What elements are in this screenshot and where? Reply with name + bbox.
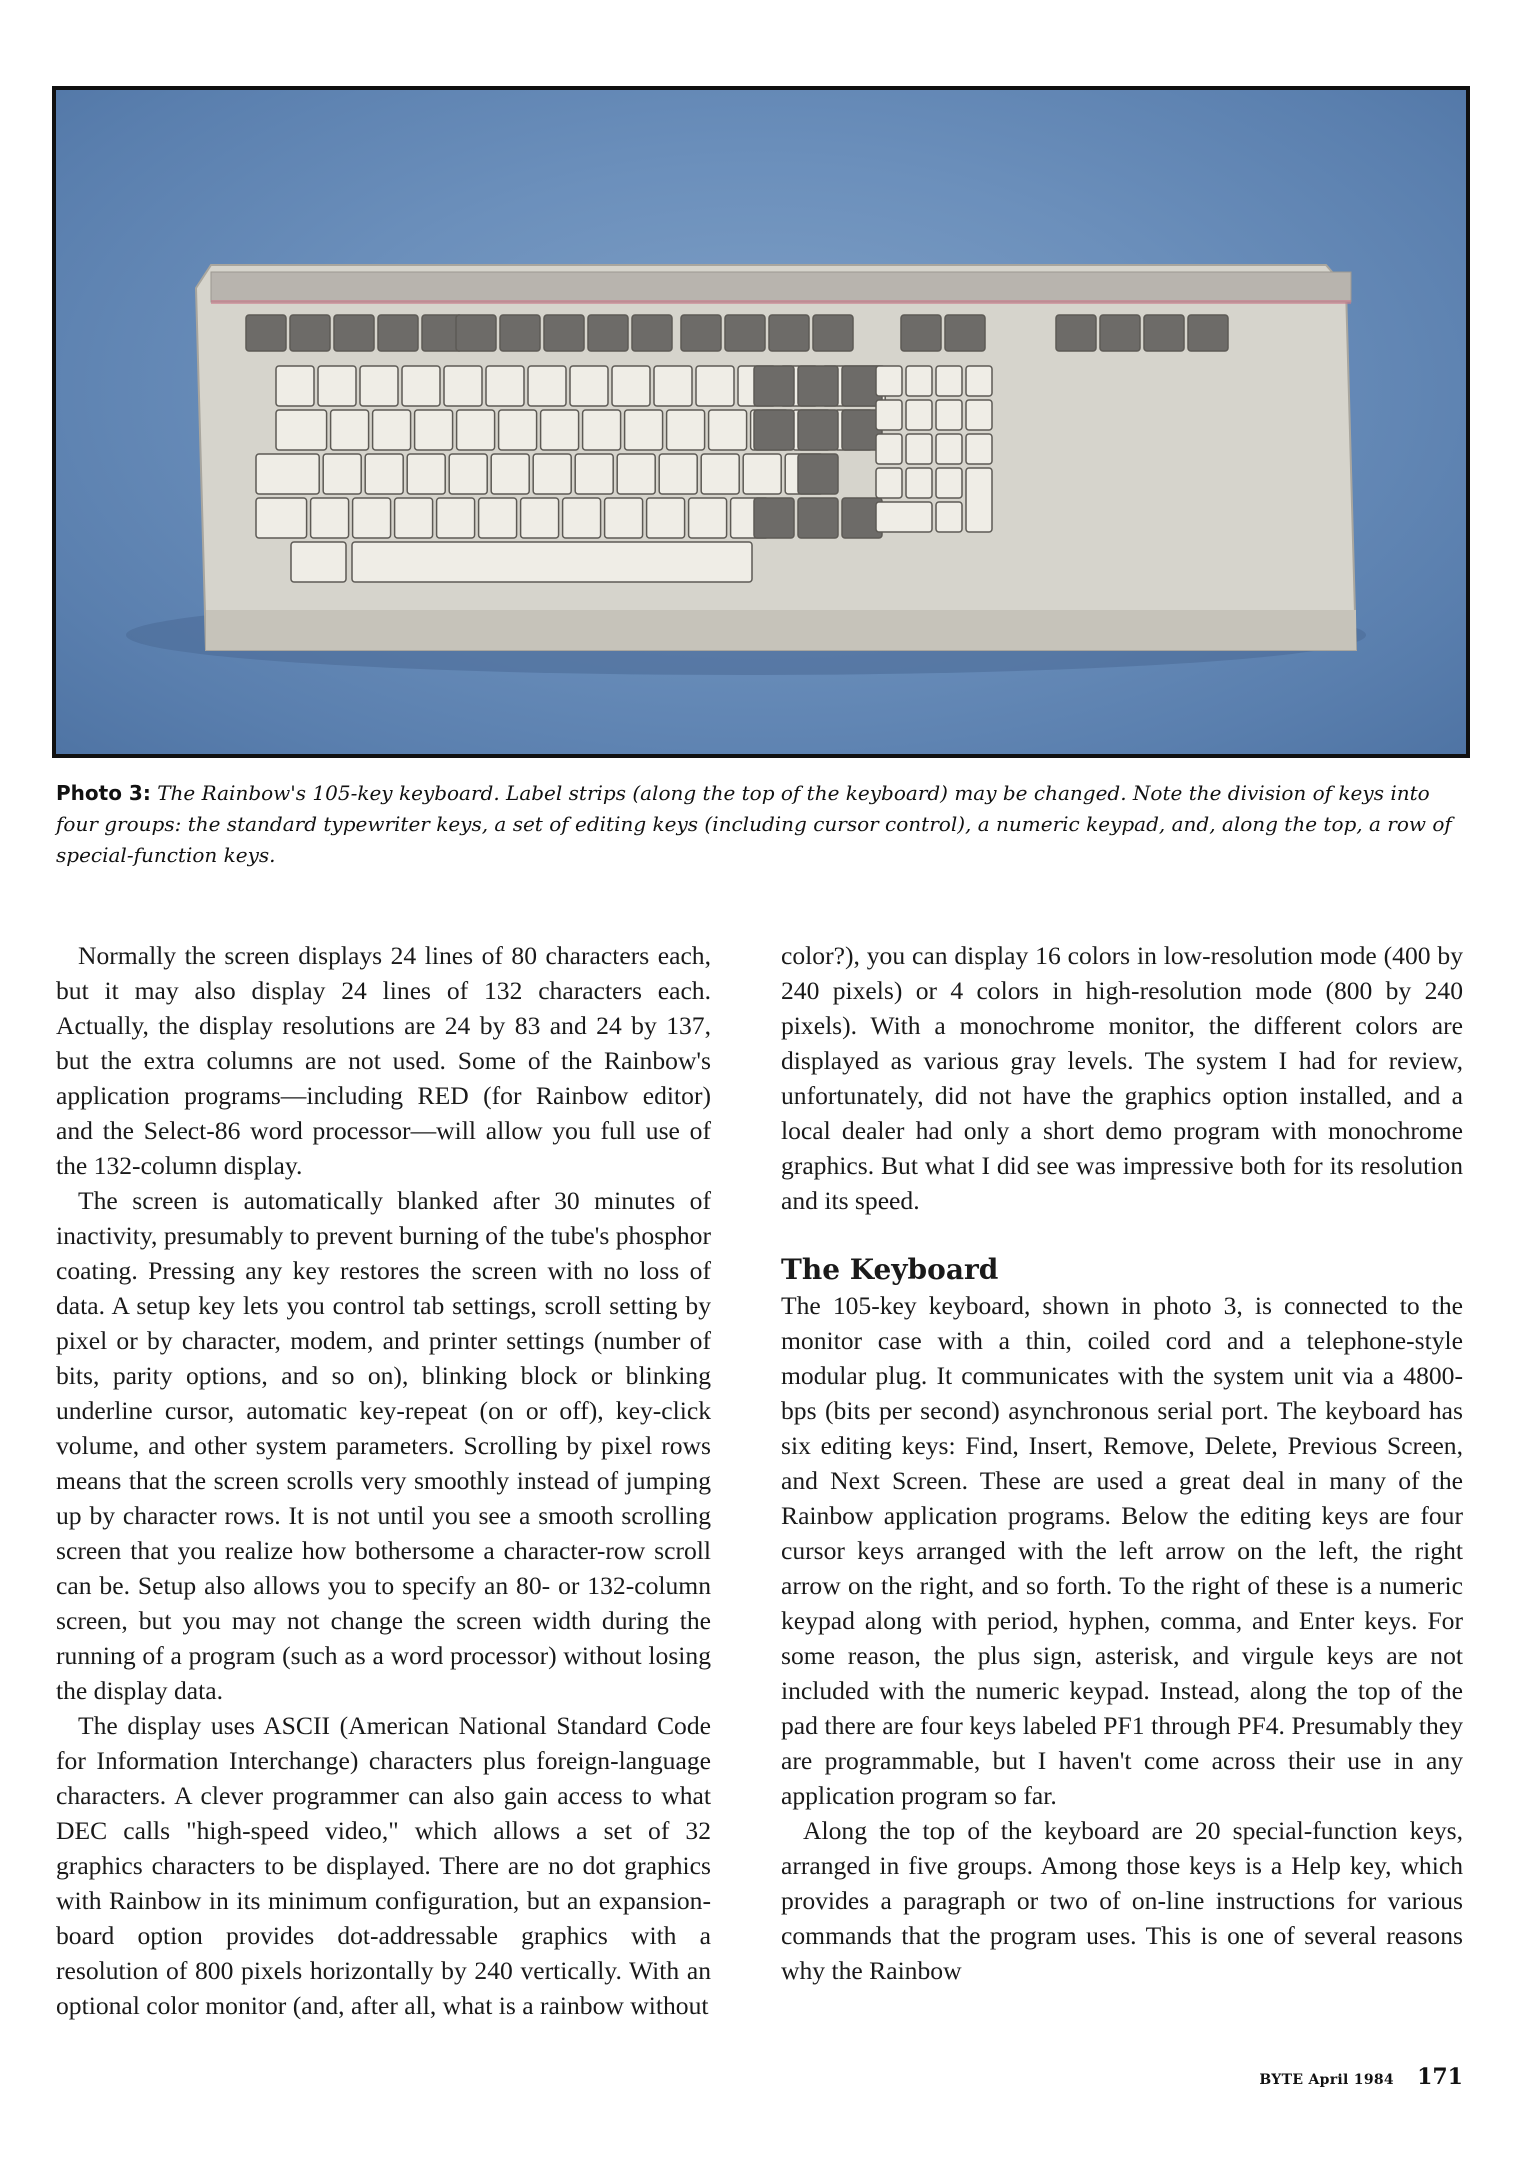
typewriter-key <box>647 498 685 538</box>
paragraph: Along the top of the keyboard are 20 special-function keys, arranged in five groups. Among those keys is a Help key, which provides a paragraph or two of on-line instructions for various commands that the program uses. This is one of several reasons why the Rainbow <box>781 1816 1463 1985</box>
typewriter-key <box>360 366 398 406</box>
keypad-key <box>936 502 962 532</box>
function-key <box>1188 315 1228 351</box>
function-key <box>456 315 496 351</box>
typewriter-key <box>311 498 349 538</box>
typewriter-key <box>625 410 663 450</box>
typewriter-key <box>323 454 361 494</box>
function-key <box>378 315 418 351</box>
typewriter-key <box>256 498 307 538</box>
typewriter-key <box>605 498 643 538</box>
keypad-key <box>936 468 962 498</box>
page-footer <box>1259 2064 1463 2090</box>
page-number: 171 <box>1417 2064 1463 2090</box>
keypad-key <box>936 434 962 464</box>
keypad-key <box>906 468 932 498</box>
typewriter-key <box>353 498 391 538</box>
keypad-key <box>876 434 902 464</box>
keyboard-illustration <box>56 90 1466 754</box>
issue-label: BYTE April 1984 <box>1259 2072 1394 2088</box>
editing-key <box>754 366 794 406</box>
caption-text: The Rainbow's 105-key keyboard. Label strips (along the top of the keyboard) may be changed. Note the division of keys into four groups: the standard typewriter keys, a set of editing keys (including cursor control), a numeric keypad, and, along the top, a row of special-function keys. <box>56 781 1452 867</box>
function-key <box>632 315 672 351</box>
typewriter-key <box>533 454 571 494</box>
spacebar-key <box>352 542 752 582</box>
typewriter-key <box>541 410 579 450</box>
typewriter-key <box>743 454 781 494</box>
caption-lead: Photo 3: <box>56 781 151 805</box>
typewriter-key <box>563 498 601 538</box>
function-key <box>725 315 765 351</box>
typewriter-key <box>276 366 314 406</box>
keypad-key <box>936 400 962 430</box>
typewriter-key <box>437 498 475 538</box>
compose-key <box>291 542 346 582</box>
paragraph-continuation: color?), you can display 16 colors in low-resolution mode (400 by 240 pixels) or 4 colors in high-resolution mode (800 by 240 pixels). With a monochrome monitor, the different colors are displayed as various gray levels. The system I had for review, unfortunately, did not have the graphics option installed, and a local dealer had only a short demo program with monochrome graphics. But what I did see was impressive both for its resolution and its speed. <box>781 941 1463 1215</box>
typewriter-key <box>499 410 537 450</box>
cursor-key <box>798 454 838 494</box>
function-key <box>1100 315 1140 351</box>
typewriter-key <box>331 410 369 450</box>
typewriter-key <box>486 366 524 406</box>
typewriter-key <box>521 498 559 538</box>
function-key <box>544 315 584 351</box>
section-heading: The Keyboard <box>781 1253 999 1286</box>
typewriter-key <box>444 366 482 406</box>
function-key <box>945 315 985 351</box>
typewriter-key <box>457 410 495 450</box>
typewriter-key <box>479 498 517 538</box>
keypad-key <box>876 468 902 498</box>
keyboard-front-edge <box>206 610 1356 650</box>
function-key <box>769 315 809 351</box>
keypad-key <box>906 366 932 396</box>
typewriter-key <box>276 410 327 450</box>
keypad-key <box>876 366 902 396</box>
typewriter-key <box>373 410 411 450</box>
typewriter-key <box>407 454 445 494</box>
paragraph: The 105-key keyboard, shown in photo 3, is connected to the monitor case with a thin, coiled cord and a telephone-style modular plug. It communicates with the system unit via a 4800-bps (bits per second) asynchronous serial port. The keyboard has six editing keys: Find, Insert, Remove, Delete, Previous Screen, and Next Screen. These are used a great deal in many of the Rainbow application programs. Below the editing keys are four cursor keys arranged with the left arrow on the left, the right arrow on the right, and so forth. To the right of these is a numeric keypad along with period, hyphen, comma, and Enter keys. For some reason, the plus sign, asterisk, and virgule keys are not included with the numeric keypad. Instead, along the top of the pad there are four keys labeled PF1 through PF4. Presumably they are programmable, but I haven't come across their use in any application program so far. <box>781 1291 1463 1810</box>
typewriter-key <box>701 454 739 494</box>
editing-key <box>754 410 794 450</box>
paragraph: Normally the screen displays 24 lines of 80 characters each, but it may also display 24 lines of 132 characters each. Actually, the display resolutions are 24 by 83 and 24 by 137, but the extra columns are not used. Some of the Rainbow's application programs—including RED (for Rainbow editor) and the Select-86 word processor—will allow you full use of the 132-column display. <box>56 941 711 1180</box>
function-key <box>500 315 540 351</box>
typewriter-key <box>709 410 747 450</box>
function-key <box>813 315 853 351</box>
keypad-key <box>966 366 992 396</box>
paragraph: The screen is automatically blanked after 30 minutes of inactivity, presumably to prevent burning of the tube's phosphor coating. Pressing any key restores the screen with no loss of data. A setup key lets you control tab settings, scroll setting by pixel or by character, modem, and printer settings (number of bits, parity options, and so on), blinking block or blinking underline cursor, automatic key-repeat (on or off), key-click volume, and other system parameters. Scrolling by pixel rows means that the screen scrolls very smoothly instead of jumping up by character rows. It is not until you see a smooth scrolling screen that you realize how bothersome a character-row scroll can be. Setup also allows you to specify an 80- or 132-column screen, but you may not change the screen width during the running of a program (such as a word processor) without losing the display data. <box>56 1186 711 1705</box>
typewriter-key <box>575 454 613 494</box>
keypad-key <box>876 400 902 430</box>
label-strip <box>211 272 1351 302</box>
keypad-zero-key <box>876 502 932 532</box>
typewriter-key <box>395 498 433 538</box>
editing-key <box>798 366 838 406</box>
typewriter-key <box>696 366 734 406</box>
keypad-key <box>936 366 962 396</box>
editing-key <box>798 410 838 450</box>
typewriter-key <box>689 498 727 538</box>
right-column <box>781 938 1463 1988</box>
label-strip-accent <box>211 300 1351 304</box>
typewriter-key <box>617 454 655 494</box>
typewriter-key <box>365 454 403 494</box>
keyboard-photo <box>52 86 1470 758</box>
cursor-key <box>798 498 838 538</box>
typewriter-key <box>570 366 608 406</box>
typewriter-key <box>583 410 621 450</box>
function-key <box>334 315 374 351</box>
function-key <box>901 315 941 351</box>
typewriter-key <box>256 454 319 494</box>
typewriter-key <box>659 454 697 494</box>
keypad-key <box>906 434 932 464</box>
function-key <box>246 315 286 351</box>
keypad-key <box>966 400 992 430</box>
photo-caption <box>56 778 1466 871</box>
typewriter-key <box>491 454 529 494</box>
keypad-key <box>966 434 992 464</box>
typewriter-key <box>528 366 566 406</box>
typewriter-key <box>667 410 705 450</box>
typewriter-key <box>449 454 487 494</box>
cursor-key <box>754 498 794 538</box>
function-key <box>681 315 721 351</box>
left-column <box>56 938 711 2023</box>
function-key <box>1144 315 1184 351</box>
function-key <box>588 315 628 351</box>
function-key <box>290 315 330 351</box>
keypad-enter-key <box>966 468 992 532</box>
keypad-key <box>906 400 932 430</box>
typewriter-key <box>654 366 692 406</box>
typewriter-key <box>402 366 440 406</box>
function-key <box>1056 315 1096 351</box>
typewriter-key <box>415 410 453 450</box>
typewriter-key <box>612 366 650 406</box>
paragraph: The display uses ASCII (American National Standard Code for Information Interchange) characters plus foreign-language characters. A clever programmer can also gain access to what DEC calls "high-speed video," which allows a set of 32 graphics characters to be displayed. There are no dot graphics with Rainbow in its minimum configuration, but an expansion-board option provides dot-addressable graphics with a resolution of 800 pixels horizontally by 240 vertically. With an optional color monitor (and, after all, what is a rainbow without <box>56 1711 711 2020</box>
typewriter-key <box>318 366 356 406</box>
